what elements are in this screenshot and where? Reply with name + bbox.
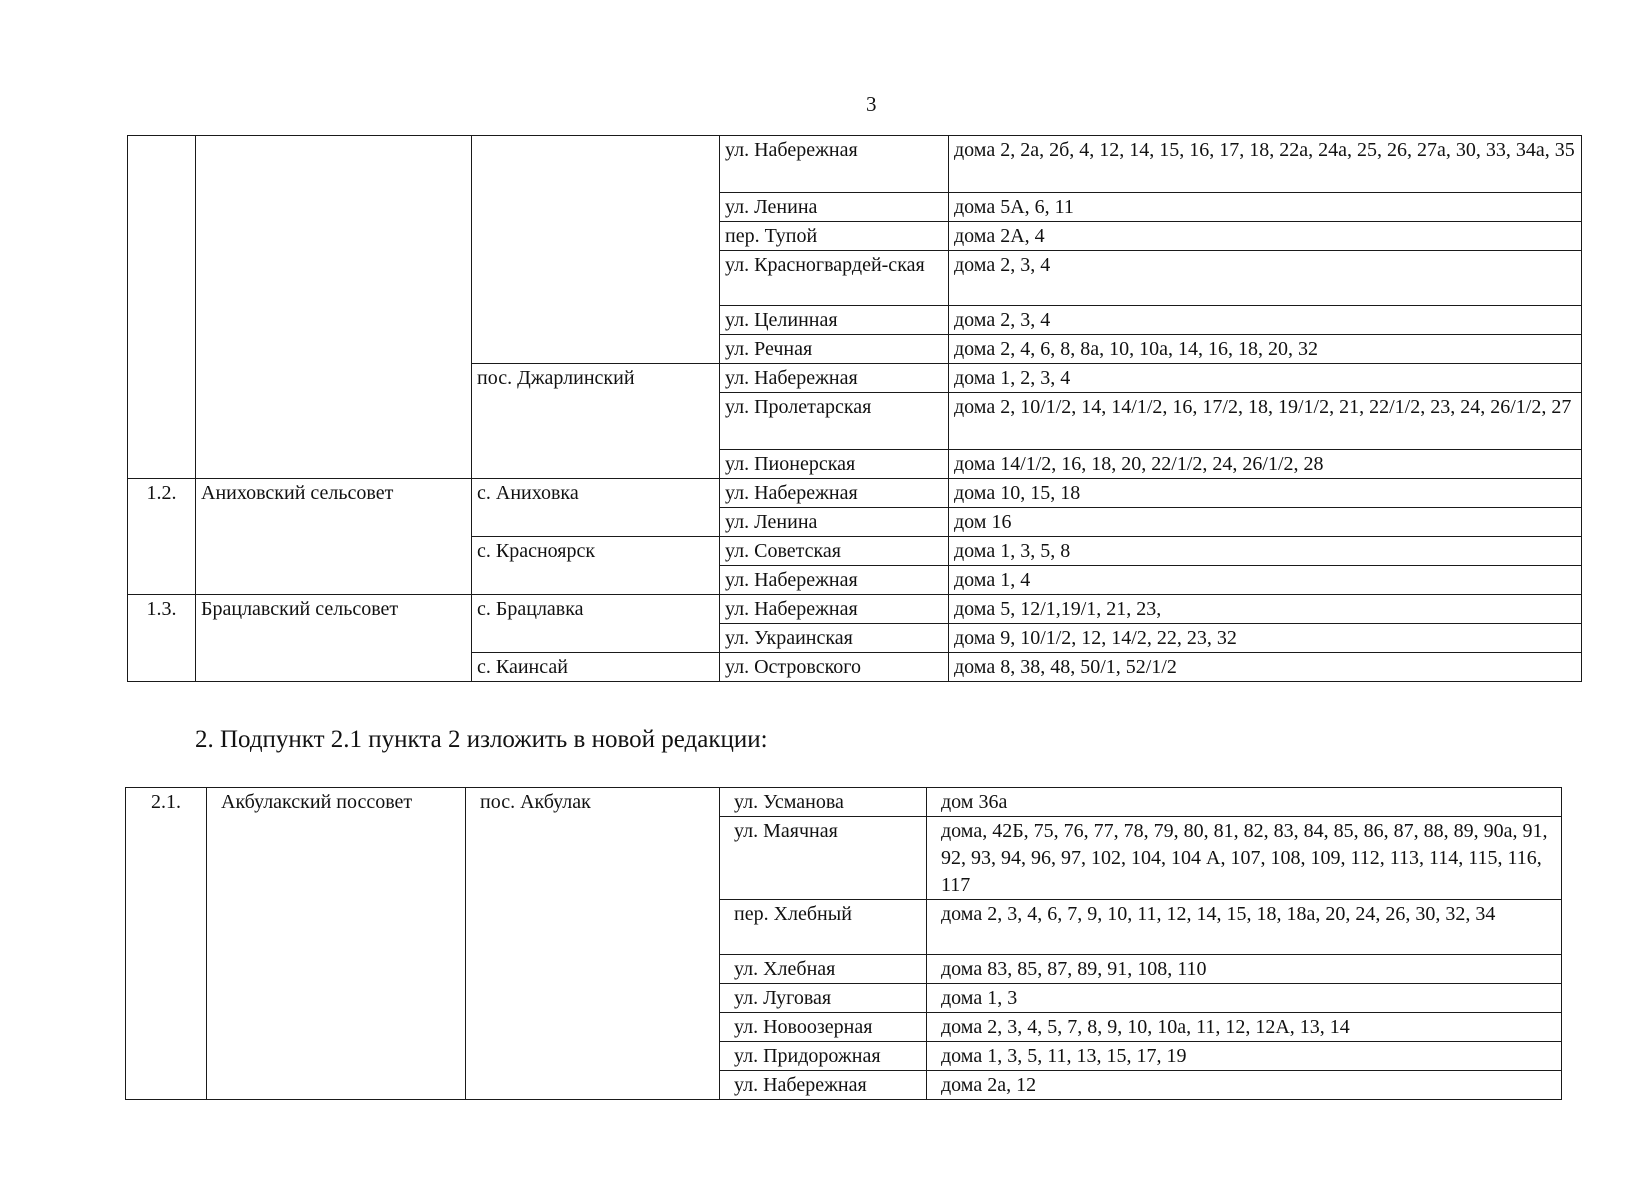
street-cell: ул. Островского xyxy=(720,653,949,682)
houses-cell: дома 1, 2, 3, 4 xyxy=(949,364,1582,393)
street-cell: ул. Новоозерная xyxy=(720,1013,927,1042)
street-cell: ул. Усманова xyxy=(720,788,927,817)
settlement-cell: с. Брацлавка xyxy=(472,595,720,653)
settlement-cell xyxy=(472,136,720,364)
street-cell: ул. Украинская xyxy=(720,624,949,653)
houses-cell: дома 2, 2а, 2б, 4, 12, 14, 15, 16, 17, 18, 22а, 24а, 25, 26, 27а, 30, 33, 34а, 35 xyxy=(949,136,1582,193)
street-cell: ул. Речная xyxy=(720,335,949,364)
table-row xyxy=(128,595,1582,624)
houses-cell: дома 2А, 4 xyxy=(949,222,1582,251)
street-cell: ул. Ленина xyxy=(720,508,949,537)
table-row xyxy=(126,788,1562,817)
houses-cell: дома 1, 3 xyxy=(927,984,1562,1013)
street-cell: ул. Маячная xyxy=(720,817,927,900)
houses-cell: дома, 42Б, 75, 76, 77, 78, 79, 80, 81, 82, 83, 84, 85, 86, 87, 88, 89, 90а, 91, 92, 93, 94, 96, 97, 102, 104, 104 А, 107, 108, 109, 112, 113, 114, 115, 116, 117 xyxy=(927,817,1562,900)
houses-cell: дома 9, 10/1/2, 12, 14/2, 22, 23, 32 xyxy=(949,624,1582,653)
row-number-cell: 1.3. xyxy=(128,595,196,682)
street-cell: пер. Тупой xyxy=(720,222,949,251)
table-row xyxy=(128,136,1582,193)
street-cell: ул. Целинная xyxy=(720,306,949,335)
houses-cell: дома 2, 3, 4, 6, 7, 9, 10, 11, 12, 14, 15, 18, 18а, 20, 24, 26, 30, 32, 34 xyxy=(927,900,1562,955)
settlement-cell: с. Каинсай xyxy=(472,653,720,682)
street-cell: ул. Набережная xyxy=(720,1071,927,1100)
council-cell xyxy=(196,136,472,479)
houses-cell: дома 14/1/2, 16, 18, 20, 22/1/2, 24, 26/1/2, 28 xyxy=(949,450,1582,479)
houses-cell: дом 36а xyxy=(927,788,1562,817)
street-cell: ул. Луговая xyxy=(720,984,927,1013)
council-cell: Брацлавский сельсовет xyxy=(196,595,472,682)
street-cell: ул. Красногвардей-ская xyxy=(720,251,949,306)
houses-cell: дома 1, 3, 5, 11, 13, 15, 17, 19 xyxy=(927,1042,1562,1071)
houses-cell: дома 2, 10/1/2, 14, 14/1/2, 16, 17/2, 18, 19/1/2, 21, 22/1/2, 23, 24, 26/1/2, 27 xyxy=(949,393,1582,450)
houses-cell: дома 2а, 12 xyxy=(927,1071,1562,1100)
street-cell: ул. Набережная xyxy=(720,136,949,193)
instruction-text: 2. Подпункт 2.1 пункта 2 изложить в новой редакции: xyxy=(195,726,768,753)
street-cell: ул. Набережная xyxy=(720,566,949,595)
street-cell: ул. Пролетарская xyxy=(720,393,949,450)
settlement-cell: пос. Акбулак xyxy=(466,788,720,1100)
houses-cell: дома 10, 15, 18 xyxy=(949,479,1582,508)
street-cell: ул. Набережная xyxy=(720,479,949,508)
street-cell: ул. Придорожная xyxy=(720,1042,927,1071)
row-number-cell: 2.1. xyxy=(126,788,207,1100)
houses-cell: дом 16 xyxy=(949,508,1582,537)
row-number-cell xyxy=(128,136,196,479)
houses-cell: дома 2, 3, 4 xyxy=(949,251,1582,306)
council-cell: Акбулакский поссовет xyxy=(207,788,466,1100)
settlement-cell: пос. Джарлинский xyxy=(472,364,720,479)
table-row xyxy=(128,479,1582,508)
street-cell: ул. Набережная xyxy=(720,595,949,624)
street-cell: пер. Хлебный xyxy=(720,900,927,955)
houses-cell: дома 5, 12/1,19/1, 21, 23, xyxy=(949,595,1582,624)
street-cell: ул. Ленина xyxy=(720,193,949,222)
houses-cell: дома 2, 4, 6, 8, 8а, 10, 10а, 14, 16, 18, 20, 32 xyxy=(949,335,1582,364)
houses-cell: дома 5А, 6, 11 xyxy=(949,193,1582,222)
council-cell: Аниховский сельсовет xyxy=(196,479,472,595)
houses-cell: дома 83, 85, 87, 89, 91, 108, 110 xyxy=(927,955,1562,984)
houses-cell: дома 8, 38, 48, 50/1, 52/1/2 xyxy=(949,653,1582,682)
houses-cell: дома 1, 3, 5, 8 xyxy=(949,537,1582,566)
street-cell: ул. Хлебная xyxy=(720,955,927,984)
street-cell: ул. Пионерская xyxy=(720,450,949,479)
houses-cell: дома 2, 3, 4, 5, 7, 8, 9, 10, 10а, 11, 12, 12А, 13, 14 xyxy=(927,1013,1562,1042)
settlement-cell: с. Аниховка xyxy=(472,479,720,537)
houses-cell: дома 1, 4 xyxy=(949,566,1582,595)
amended-subclause-table xyxy=(125,787,1562,1100)
settlement-cell: с. Красноярск xyxy=(472,537,720,595)
continuation-table xyxy=(127,135,1582,682)
street-cell: ул. Советская xyxy=(720,537,949,566)
houses-cell: дома 2, 3, 4 xyxy=(949,306,1582,335)
street-cell: ул. Набережная xyxy=(720,364,949,393)
row-number-cell: 1.2. xyxy=(128,479,196,595)
page-number: 3 xyxy=(866,92,877,116)
